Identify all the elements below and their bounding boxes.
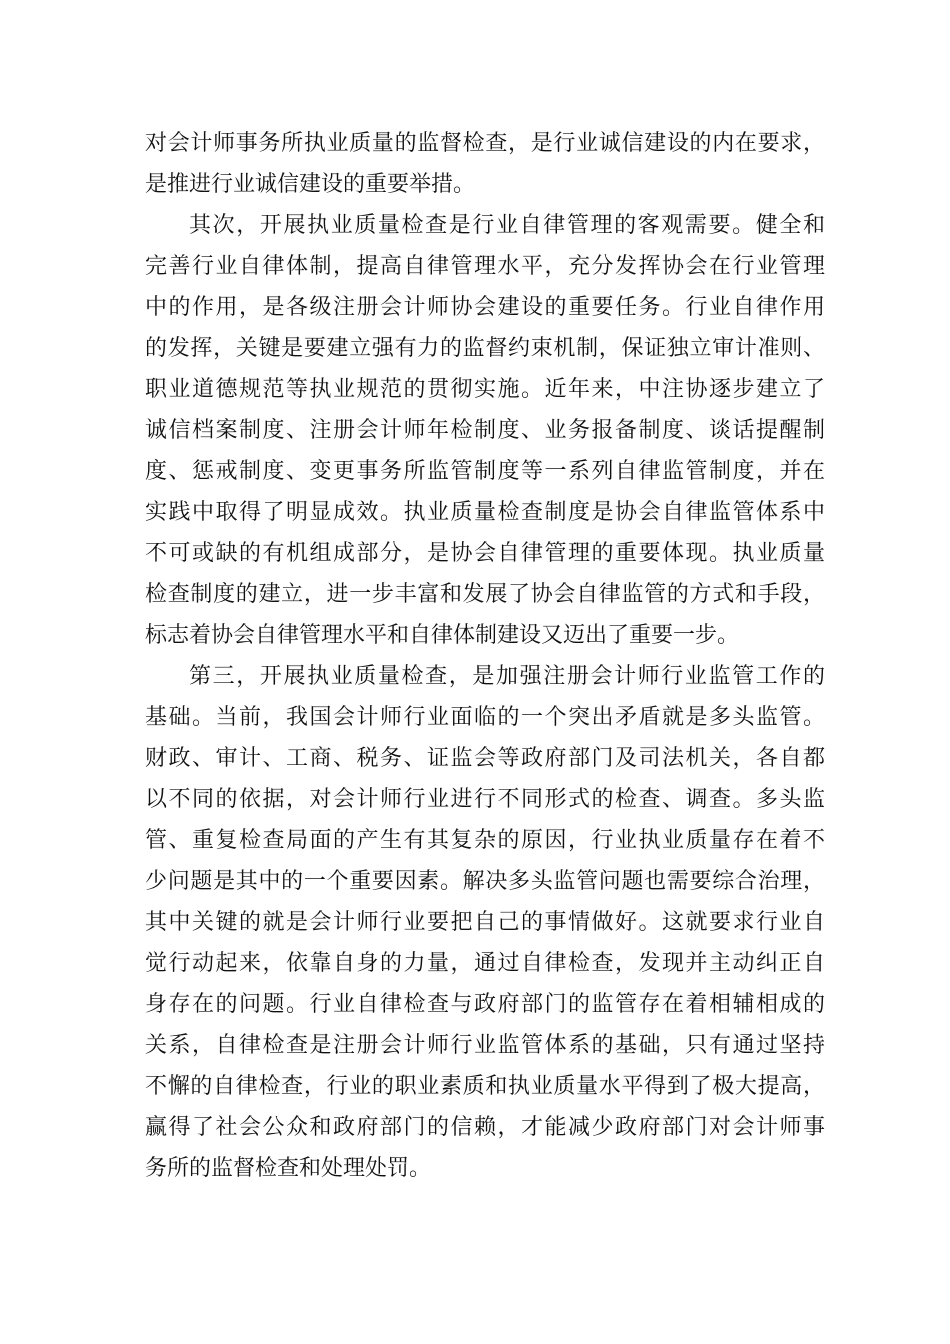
paragraph-1 [145, 123, 825, 205]
text-line: 关系，自律检查是注册会计师行业监管体系的基础，只有通过坚持 [145, 1033, 825, 1058]
text-line: 第三，开展执业质量检查，是加强注册会计师行业监管工作的 [189, 664, 825, 689]
text-line: 觉行动起来，依靠自身的力量，通过自律检查，发现并主动纠正自 [145, 951, 825, 976]
text-line: 不可或缺的有机组成部分，是协会自律管理的重要体现。执业质量 [145, 541, 825, 566]
paragraph-2 [145, 205, 825, 656]
text-line: 诚信档案制度、注册会计师年检制度、业务报备制度、谈话提醒制 [145, 418, 825, 443]
paragraph-3 [145, 656, 825, 1189]
text-line: 务所的监督检查和处理处罚。 [145, 1156, 432, 1181]
text-line: 中的作用，是各级注册会计师协会建设的重要任务。行业自律作用 [145, 295, 825, 320]
text-line: 管、重复检查局面的产生有其复杂的原因，行业执业质量存在着不 [145, 828, 825, 853]
text-line: 完善行业自律体制，提高自律管理水平，充分发挥协会在行业管理 [145, 254, 825, 279]
text-line: 身存在的问题。行业自律检查与政府部门的监管存在着相辅相成的 [145, 992, 825, 1017]
text-line: 标志着协会自律管理水平和自律体制建设又迈出了重要一步。 [145, 623, 740, 648]
body-text [145, 123, 825, 1189]
text-line: 是推进行业诚信建设的重要举措。 [145, 172, 476, 197]
text-line: 其中关键的就是会计师行业要把自己的事情做好。这就要求行业自 [145, 910, 825, 935]
text-line: 职业道德规范等执业规范的贯彻实施。近年来，中注协逐步建立了 [145, 377, 825, 402]
text-line: 的发挥，关键是要建立强有力的监督约束机制，保证独立审计准则、 [145, 336, 825, 361]
text-line: 不懈的自律检查，行业的职业素质和执业质量水平得到了极大提高， [145, 1074, 825, 1099]
text-line: 少问题是其中的一个重要因素。解决多头监管问题也需要综合治理， [145, 869, 825, 894]
text-line: 财政、审计、工商、税务、证监会等政府部门及司法机关，各自都 [145, 746, 825, 771]
text-line: 赢得了社会公众和政府部门的信赖，才能减少政府部门对会计师事 [145, 1115, 825, 1140]
text-line: 对会计师事务所执业质量的监督检查，是行业诚信建设的内在要求， [145, 131, 825, 156]
text-line: 其次，开展执业质量检查是行业自律管理的客观需要。健全和 [189, 213, 825, 238]
text-line: 度、惩戒制度、变更事务所监管制度等一系列自律监管制度，并在 [145, 459, 825, 484]
text-line: 实践中取得了明显成效。执业质量检查制度是协会自律监管体系中 [145, 500, 825, 525]
text-line: 基础。当前，我国会计师行业面临的一个突出矛盾就是多头监管。 [145, 705, 825, 730]
text-line: 检查制度的建立，进一步丰富和发展了协会自律监管的方式和手段， [145, 582, 825, 607]
text-line: 以不同的依据，对会计师行业进行不同形式的检查、调查。多头监 [145, 787, 825, 812]
